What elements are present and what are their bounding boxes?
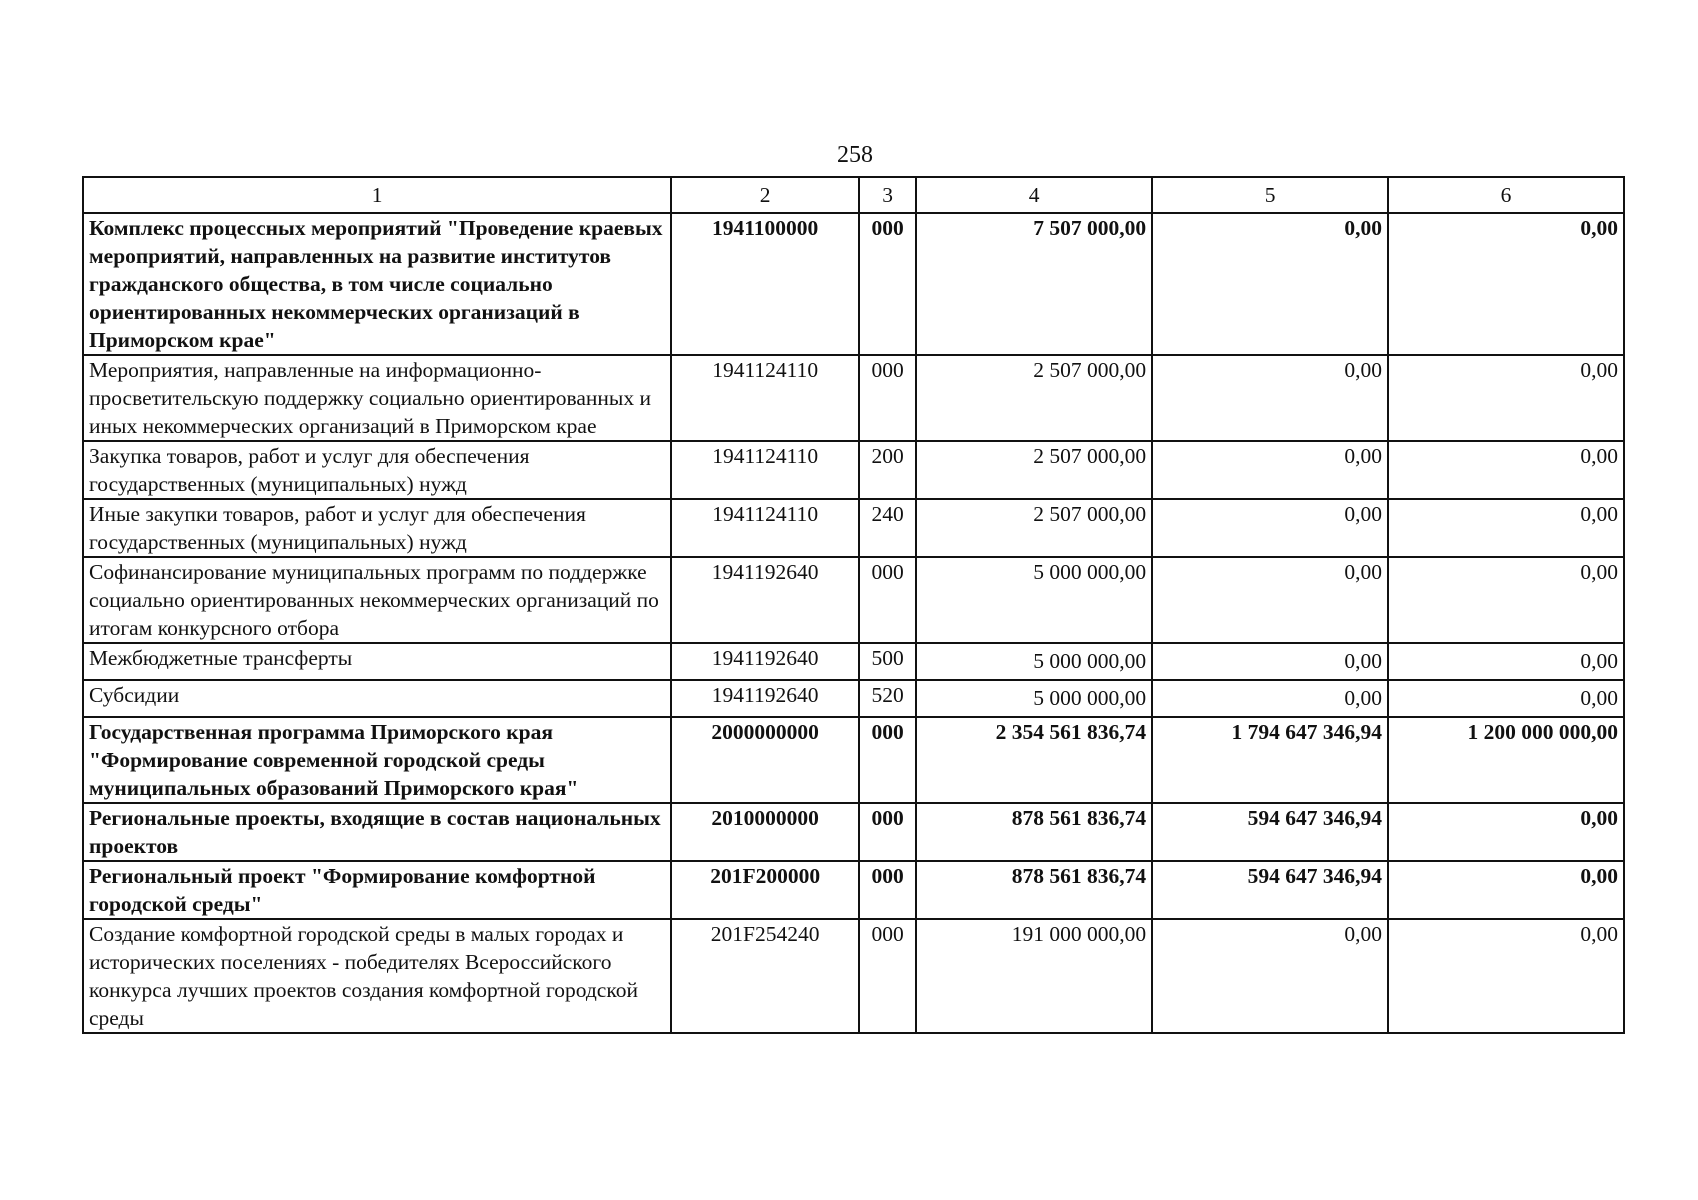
page-number: 258 xyxy=(837,142,873,168)
row-code: 1941192640 xyxy=(671,643,859,680)
row-value-col6: 0,00 xyxy=(1388,680,1624,717)
row-expense-type: 500 xyxy=(859,643,916,680)
row-expense-type: 520 xyxy=(859,680,916,717)
row-code: 2010000000 xyxy=(671,803,859,861)
row-expense-type: 000 xyxy=(859,557,916,643)
row-code: 1941124110 xyxy=(671,441,859,499)
row-value-col4: 7 507 000,00 xyxy=(916,213,1152,355)
row-value-col6: 0,00 xyxy=(1388,803,1624,861)
table-row xyxy=(83,680,1624,717)
row-value-col6: 1 200 000 000,00 xyxy=(1388,717,1624,803)
table-row xyxy=(83,499,1624,557)
column-header: 6 xyxy=(1388,177,1624,213)
row-code: 2000000000 xyxy=(671,717,859,803)
row-value-col6: 0,00 xyxy=(1388,213,1624,355)
row-name: Закупка товаров, работ и услуг для обеспечения государственных (муниципальных) нужд xyxy=(83,441,671,499)
column-header: 2 xyxy=(671,177,859,213)
row-value-col4: 5 000 000,00 xyxy=(916,557,1152,643)
row-expense-type: 000 xyxy=(859,803,916,861)
table-row xyxy=(83,355,1624,441)
row-name: Региональные проекты, входящие в состав национальных проектов xyxy=(83,803,671,861)
row-code: 1941192640 xyxy=(671,680,859,717)
table-row xyxy=(83,861,1624,919)
row-value-col6: 0,00 xyxy=(1388,643,1624,680)
row-value-col5: 0,00 xyxy=(1152,643,1388,680)
row-value-col4: 5 000 000,00 xyxy=(916,680,1152,717)
row-name: Мероприятия, направленные на информационно-просветительскую поддержку социально ориентированных и иных некоммерческих организаций в Приморском крае xyxy=(83,355,671,441)
row-value-col5: 0,00 xyxy=(1152,557,1388,643)
row-value-col5: 0,00 xyxy=(1152,355,1388,441)
row-name: Софинансирование муниципальных программ по поддержке социально ориентированных некоммерческих организаций по итогам конкурсного отбора xyxy=(83,557,671,643)
row-value-col6: 0,00 xyxy=(1388,557,1624,643)
table-row xyxy=(83,803,1624,861)
row-name: Иные закупки товаров, работ и услуг для обеспечения государственных (муниципальных) нужд xyxy=(83,499,671,557)
row-value-col5: 0,00 xyxy=(1152,680,1388,717)
row-value-col6: 0,00 xyxy=(1388,499,1624,557)
row-value-col4: 191 000 000,00 xyxy=(916,919,1152,1033)
row-value-col5: 0,00 xyxy=(1152,919,1388,1033)
row-name: Создание комфортной городской среды в малых городах и исторических поселениях - победителях Всероссийского конкурса лучших проектов создания комфортной городской среды xyxy=(83,919,671,1033)
table-row xyxy=(83,441,1624,499)
row-expense-type: 000 xyxy=(859,355,916,441)
row-value-col5: 0,00 xyxy=(1152,499,1388,557)
row-value-col5: 594 647 346,94 xyxy=(1152,803,1388,861)
row-value-col4: 878 561 836,74 xyxy=(916,861,1152,919)
row-expense-type: 240 xyxy=(859,499,916,557)
column-header: 4 xyxy=(916,177,1152,213)
row-value-col4: 878 561 836,74 xyxy=(916,803,1152,861)
row-name: Комплекс процессных мероприятий "Проведение краевых мероприятий, направленных на развитие институтов гражданского общества, в том числе социально ориентированных некоммерческих организаций в Приморском крае" xyxy=(83,213,671,355)
row-value-col6: 0,00 xyxy=(1388,919,1624,1033)
row-value-col5: 1 794 647 346,94 xyxy=(1152,717,1388,803)
row-value-col5: 0,00 xyxy=(1152,441,1388,499)
row-expense-type: 200 xyxy=(859,441,916,499)
row-code: 1941192640 xyxy=(671,557,859,643)
row-code: 1941124110 xyxy=(671,355,859,441)
row-value-col4: 2 507 000,00 xyxy=(916,499,1152,557)
row-name: Субсидии xyxy=(83,680,671,717)
budget-table xyxy=(82,176,1625,1034)
row-code: 201F254240 xyxy=(671,919,859,1033)
table-row xyxy=(83,919,1624,1033)
row-code: 201F200000 xyxy=(671,861,859,919)
table-row xyxy=(83,643,1624,680)
column-header: 1 xyxy=(83,177,671,213)
row-value-col4: 2 507 000,00 xyxy=(916,441,1152,499)
table-row xyxy=(83,213,1624,355)
row-expense-type: 000 xyxy=(859,717,916,803)
row-value-col6: 0,00 xyxy=(1388,441,1624,499)
table-row xyxy=(83,717,1624,803)
row-value-col4: 2 354 561 836,74 xyxy=(916,717,1152,803)
row-name: Региональный проект "Формирование комфортной городской среды" xyxy=(83,861,671,919)
column-header: 3 xyxy=(859,177,916,213)
row-expense-type: 000 xyxy=(859,861,916,919)
row-expense-type: 000 xyxy=(859,213,916,355)
row-name: Государственная программа Приморского края "Формирование современной городской среды муниципальных образований Приморского края" xyxy=(83,717,671,803)
row-value-col4: 5 000 000,00 xyxy=(916,643,1152,680)
column-header: 5 xyxy=(1152,177,1388,213)
row-value-col5: 594 647 346,94 xyxy=(1152,861,1388,919)
header-row xyxy=(83,177,1624,213)
row-value-col5: 0,00 xyxy=(1152,213,1388,355)
row-code: 1941100000 xyxy=(671,213,859,355)
row-value-col6: 0,00 xyxy=(1388,355,1624,441)
row-name: Межбюджетные трансферты xyxy=(83,643,671,680)
row-value-col6: 0,00 xyxy=(1388,861,1624,919)
row-expense-type: 000 xyxy=(859,919,916,1033)
table-row xyxy=(83,557,1624,643)
row-value-col4: 2 507 000,00 xyxy=(916,355,1152,441)
row-code: 1941124110 xyxy=(671,499,859,557)
